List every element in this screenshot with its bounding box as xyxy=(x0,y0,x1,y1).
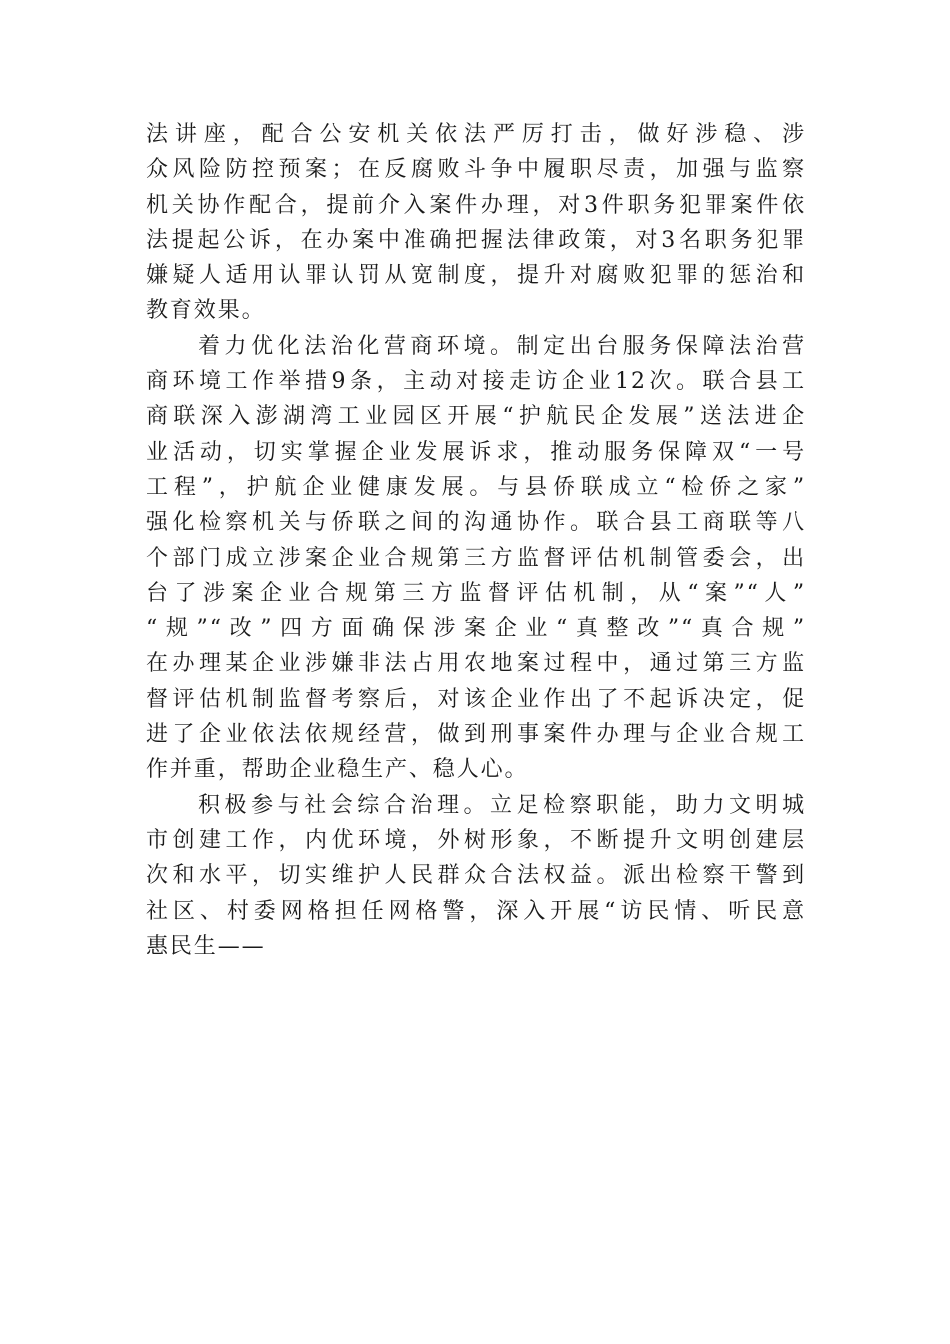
text-line: 进了企业依法依规经营，做到刑事案件办理与企业合规工 xyxy=(146,722,806,748)
text-line: 嫌疑人适用认罪认罚从宽制度，提升对腐败犯罪的惩治和 xyxy=(146,263,806,289)
text-line: 台了涉案企业合规第三方监督评估机制，从“案”“人” xyxy=(146,580,806,606)
text-line: 商环境工作举措9条，主动对接走访企业12次。联合县工 xyxy=(146,369,806,395)
text-line: 市创建工作，内优环境，外树形象，不断提升文明创建层 xyxy=(146,827,806,853)
text-line: 法提起公诉，在办案中准确把握法律政策，对3名职务犯罪 xyxy=(146,227,806,253)
text-line: 社区、村委网格担任网格警，深入开展“访民情、听民意 xyxy=(146,898,806,924)
text-line: 个部门成立涉案企业合规第三方监督评估机制管委会，出 xyxy=(146,545,806,571)
text-line: 业活动，切实掌握企业发展诉求，推动服务保障双“一号 xyxy=(146,439,806,465)
text-line: 在办理某企业涉嫌非法占用农地案过程中，通过第三方监 xyxy=(146,651,806,677)
text-line: 众风险防控预案；在反腐败斗争中履职尽责，加强与监察 xyxy=(146,157,806,183)
text-line: 督评估机制监督考察后，对该企业作出了不起诉决定，促 xyxy=(146,686,806,712)
text-line: 法讲座，配合公安机关依法严厉打击，做好涉稳、涉 xyxy=(146,122,806,147)
text-line: 工程”，护航企业健康发展。与县侨联成立“检侨之家” xyxy=(146,474,806,500)
text-line: 强化检察机关与侨联之间的沟通协作。联合县工商联等八 xyxy=(146,510,806,536)
paragraph-heading-line: 着力优化法治化营商环境。制定出台服务保障法治营 xyxy=(198,333,806,359)
body-text xyxy=(146,117,806,964)
text-line: 教育效果。 xyxy=(146,298,266,324)
text-line: 商联深入澎湖湾工业园区开展“护航民企发展”送法进企 xyxy=(146,404,806,430)
text-line: 机关协作配合，提前介入案件办理，对3件职务犯罪案件依 xyxy=(146,192,806,218)
text-line: 惠民生—— xyxy=(146,933,266,959)
text-line: 次和水平，切实维护人民群众合法权益。派出检察干警到 xyxy=(146,863,806,889)
paragraph-heading-line: 积极参与社会综合治理。立足检察职能，助力文明城 xyxy=(198,792,806,818)
text-line: 作并重，帮助企业稳生产、稳人心。 xyxy=(146,757,529,783)
text-line: “规”“改”四方面确保涉案企业“真整改”“真合规” xyxy=(146,616,806,642)
